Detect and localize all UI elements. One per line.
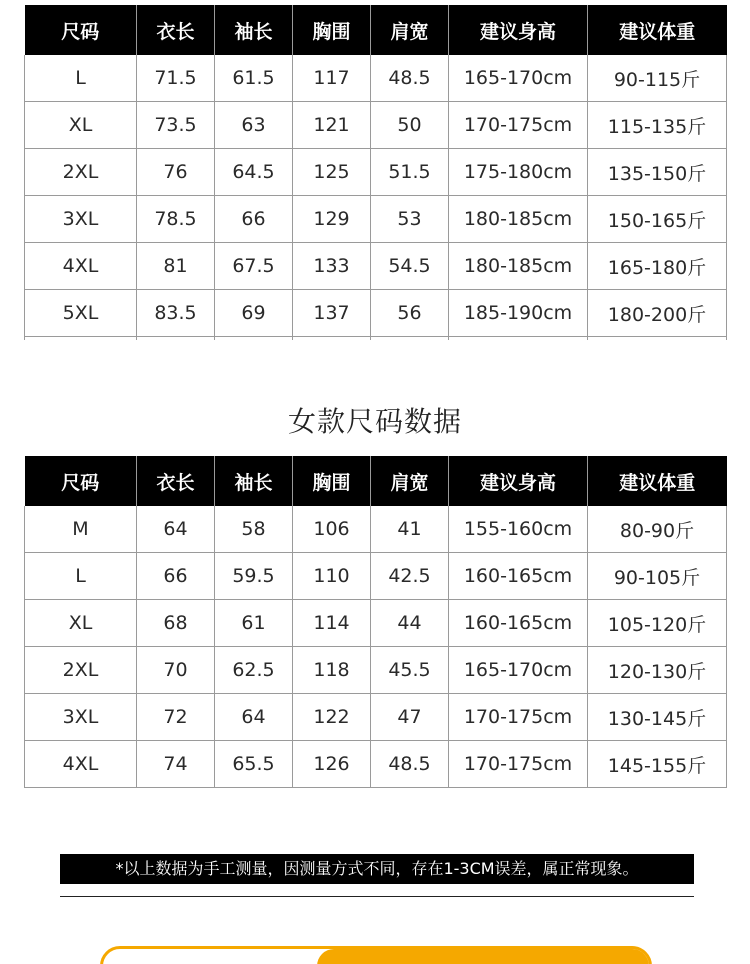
header-sleeve: 袖长 [215,5,293,55]
men-size-table [24,5,727,340]
table-row [25,506,727,553]
cell-length: 66 [137,553,215,600]
cell-shoulder: 53 [371,196,449,243]
cell-size: 5XL [25,290,137,337]
cell-height: 175-180cm [449,149,588,196]
cell-shoulder: 44 [371,600,449,647]
header-height: 建议身高 [449,456,588,506]
table-row [25,553,727,600]
table-row [25,55,727,102]
table-header-row [25,456,727,506]
cell-length: 68 [137,600,215,647]
header-length: 衣长 [137,5,215,55]
cell-shoulder: 48.5 [371,741,449,788]
header-height: 建议身高 [449,5,588,55]
cell-height: 170-175cm [449,741,588,788]
cell-chest: 121 [293,102,371,149]
cell-length: 72 [137,694,215,741]
cell-sleeve: 62.5 [215,647,293,694]
bottom-banner [100,946,652,964]
table-row [25,600,727,647]
cell-chest: 129 [293,196,371,243]
cell-chest: 137 [293,290,371,337]
header-size: 尺码 [25,5,137,55]
header-chest: 胸围 [293,5,371,55]
cell-shoulder: 48.5 [371,55,449,102]
cell-height: 160-165cm [449,553,588,600]
header-length: 衣长 [137,456,215,506]
measurement-note: *以上数据为手工测量，因测量方式不同，存在1-3CM误差，属正常现象。 [60,854,694,884]
women-size-table [24,456,727,788]
cell-length: 74 [137,741,215,788]
cell-shoulder: 54.5 [371,243,449,290]
cell-sleeve: 65.5 [215,741,293,788]
cell-weight: 90-105斤 [588,553,727,600]
cell-height: 185-190cm [449,290,588,337]
bottom-banner-accent [317,949,649,964]
header-chest: 胸围 [293,456,371,506]
cell-weight: 150-165斤 [588,196,727,243]
table-row [25,149,727,196]
cell-height: 165-170cm [449,55,588,102]
table-row-stub [25,337,727,341]
header-shoulder: 肩宽 [371,456,449,506]
table-row [25,196,727,243]
cell-sleeve: 58 [215,506,293,553]
cell-length: 64 [137,506,215,553]
cell-length: 70 [137,647,215,694]
header-weight: 建议体重 [588,5,727,55]
table-row [25,102,727,149]
cell-height: 170-175cm [449,102,588,149]
cell-sleeve: 61 [215,600,293,647]
table-header-row [25,5,727,55]
cell-weight: 180-200斤 [588,290,727,337]
table-row [25,647,727,694]
table-row [25,290,727,337]
cell-weight: 115-135斤 [588,102,727,149]
header-sleeve: 袖长 [215,456,293,506]
cell-shoulder: 51.5 [371,149,449,196]
cell-chest: 117 [293,55,371,102]
cell-height: 180-185cm [449,243,588,290]
cell-sleeve: 63 [215,102,293,149]
cell-shoulder: 42.5 [371,553,449,600]
cell-size: L [25,553,137,600]
cell-weight: 145-155斤 [588,741,727,788]
cell-size: 3XL [25,196,137,243]
cell-sleeve: 61.5 [215,55,293,102]
cell-height: 165-170cm [449,647,588,694]
cell-sleeve: 64 [215,694,293,741]
cell-size: L [25,55,137,102]
cell-shoulder: 50 [371,102,449,149]
cell-length: 73.5 [137,102,215,149]
cell-height: 155-160cm [449,506,588,553]
table-row [25,243,727,290]
women-size-title: 女款尺码数据 [287,405,462,438]
cell-height: 160-165cm [449,600,588,647]
cell-chest: 106 [293,506,371,553]
cell-chest: 110 [293,553,371,600]
cell-size: 2XL [25,647,137,694]
cell-weight: 120-130斤 [588,647,727,694]
cell-chest: 122 [293,694,371,741]
cell-height: 170-175cm [449,694,588,741]
cell-size: M [25,506,137,553]
cell-size: 2XL [25,149,137,196]
cell-size: XL [25,600,137,647]
header-shoulder: 肩宽 [371,5,449,55]
cell-sleeve: 66 [215,196,293,243]
cell-shoulder: 56 [371,290,449,337]
cell-sleeve: 64.5 [215,149,293,196]
header-size: 尺码 [25,456,137,506]
cell-weight: 135-150斤 [588,149,727,196]
cell-sleeve: 67.5 [215,243,293,290]
cell-length: 78.5 [137,196,215,243]
table-row [25,741,727,788]
cell-size: 4XL [25,741,137,788]
cell-chest: 125 [293,149,371,196]
cell-weight: 130-145斤 [588,694,727,741]
cell-weight: 90-115斤 [588,55,727,102]
divider [60,896,694,897]
cell-shoulder: 41 [371,506,449,553]
cell-size: 3XL [25,694,137,741]
cell-shoulder: 45.5 [371,647,449,694]
cell-sleeve: 69 [215,290,293,337]
cell-chest: 114 [293,600,371,647]
cell-length: 76 [137,149,215,196]
cell-chest: 118 [293,647,371,694]
cell-length: 81 [137,243,215,290]
cell-shoulder: 47 [371,694,449,741]
cell-chest: 133 [293,243,371,290]
cell-sleeve: 59.5 [215,553,293,600]
header-weight: 建议体重 [588,456,727,506]
cell-weight: 105-120斤 [588,600,727,647]
cell-weight: 80-90斤 [588,506,727,553]
cell-length: 71.5 [137,55,215,102]
cell-size: 4XL [25,243,137,290]
cell-chest: 126 [293,741,371,788]
cell-weight: 165-180斤 [588,243,727,290]
cell-length: 83.5 [137,290,215,337]
table-row [25,694,727,741]
cell-size: XL [25,102,137,149]
cell-height: 180-185cm [449,196,588,243]
